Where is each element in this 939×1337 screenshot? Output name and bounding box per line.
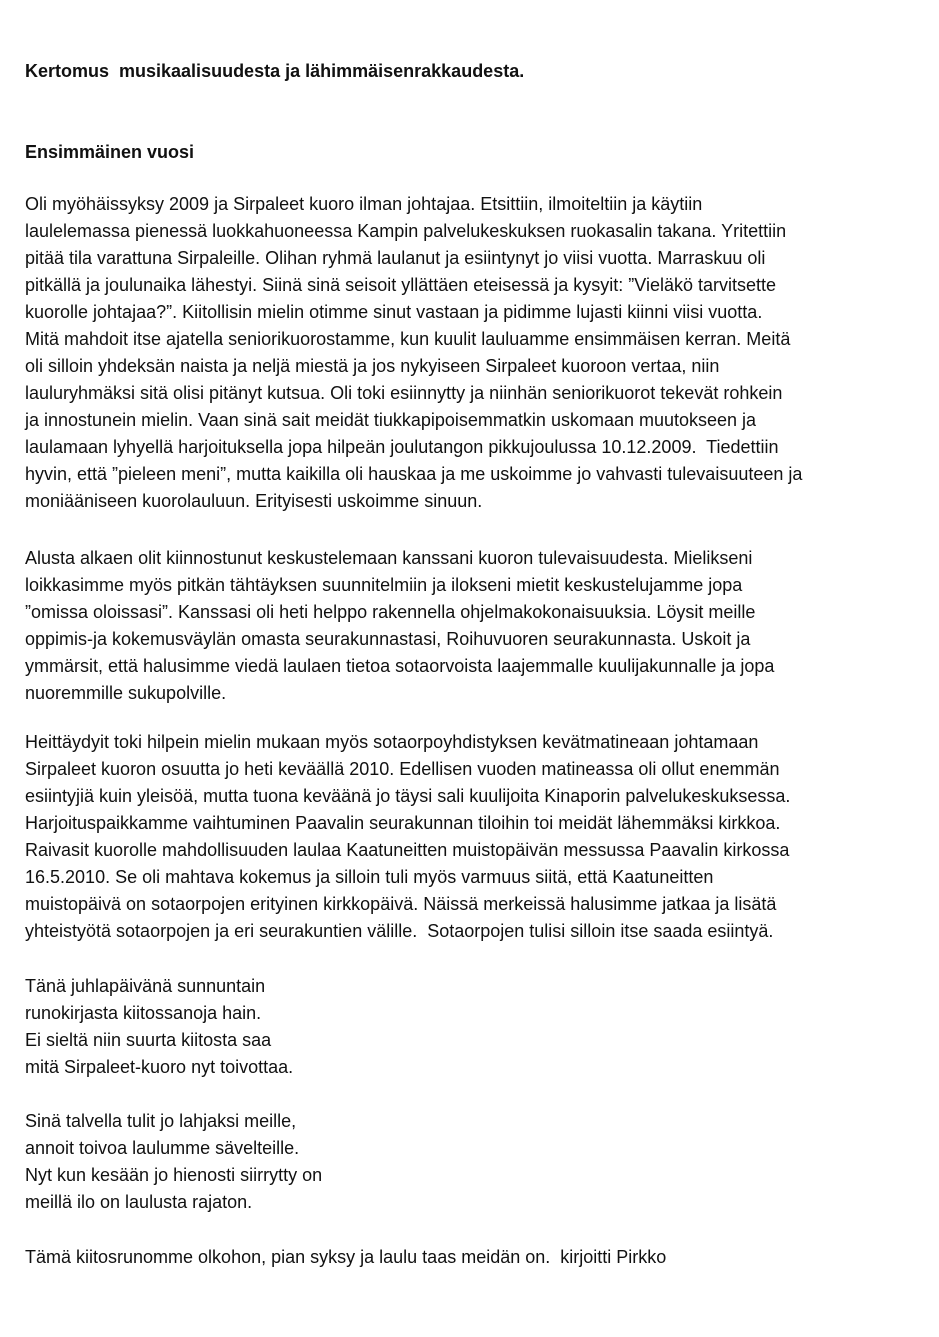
paragraph-line: Harjoituspaikkamme vaihtuminen Paavalin seurakunnan tiloihin toi meidät lähemmäksi kirkkoa. <box>25 813 781 833</box>
closing-line <box>25 1244 925 1271</box>
paragraph-line: Oli myöhäissyksy 2009 ja Sirpaleet kuoro ilman johtajaa. Etsittiin, ilmoiteltiin ja käytiin <box>25 194 703 214</box>
paragraph-line: pitkällä ja joulunaika lähestyi. Siinä sinä seisoit yllättäen eteisessä ja kysyit: ”Vieläkö tarvitsette <box>25 275 777 295</box>
poem-line: Tänä juhlapäivänä sunnuntain <box>25 976 266 996</box>
paragraph-line: ymmärsit, että halusimme viedä laulaen tietoa sotaorvoista laajemmalle kuulijakunnalle ja jopa <box>25 656 775 676</box>
paragraph-line: ”omissa oloissasi”. Kanssasi oli heti helppo rakennella ohjelmakokonaisuuksia. Löysit meille <box>25 602 756 622</box>
poem-line: meillä ilo on laulusta rajaton. <box>25 1192 253 1212</box>
section-heading: Ensimmäinen vuosi <box>25 142 195 162</box>
paragraph-line: laulelemassa pienessä luokkahuoneessa Kampin palvelukeskuksen ruokasalin takana. Yritettiin <box>25 221 787 241</box>
paragraph-line: Raivasit kuorolle mahdollisuuden laulaa Kaatuneitten muistopäivän messussa Paavalin kirkossa <box>25 840 790 860</box>
paragraph-line: hyvin, että ”pieleen meni”, mutta kaikilla oli hauskaa ja me uskoimme jo vahvasti tulevaisuuteen ja <box>25 464 803 484</box>
closing-text: Tämä kiitosrunomme olkohon, pian syksy ja laulu taas meidän on. kirjoitti Pirkko <box>25 1247 667 1267</box>
document-page <box>25 0 925 1337</box>
poem-stanza-1 <box>25 973 925 1081</box>
poem-line: annoit toivoa laulumme sävelteille. <box>25 1138 300 1158</box>
paragraph-line: pitää tila varattuna Sirpaleille. Olihan ryhmä laulanut ja esiintynyt jo viisi vuotta. Marraskuu oli <box>25 248 766 268</box>
paragraph-line: moniääniseen kuorolauluun. Erityisesti uskoimme sinuun. <box>25 491 483 511</box>
poem-line: mitä Sirpaleet-kuoro nyt toivottaa. <box>25 1057 294 1077</box>
paragraph-line: yhteistyötä sotaorpojen ja eri seurakuntien välille. Sotaorpojen tulisi silloin itse saada esiintyä. <box>25 921 774 941</box>
paragraph-1 <box>25 191 925 515</box>
paragraph-line: nuoremmille sukupolville. <box>25 683 227 703</box>
paragraph-2 <box>25 545 925 707</box>
poem-line: Nyt kun kesään jo hienosti siirrytty on <box>25 1165 323 1185</box>
paragraph-line: kuorolle johtajaa?”. Kiitollisin mielin otimme sinut vastaan ja pidimme lujasti kiinni viisi vuotta. <box>25 302 763 322</box>
poem-line: Sinä talvella tulit jo lahjaksi meille, <box>25 1111 297 1131</box>
paragraph-line: laulamaan lyhyellä harjoituksella jopa hilpeän joulutangon pikkujoulussa 10.12.2009. Tiedettiin <box>25 437 779 457</box>
paragraph-line: lauluryhmäksi sitä olisi pitänyt kutsua. Oli toki esiinnytty ja niinhän seniorikuorot tekevät rohkein <box>25 383 783 403</box>
paragraph-line: Sirpaleet kuoron osuutta jo heti keväällä 2010. Edellisen vuoden matineassa oli ollut enemmän <box>25 759 780 779</box>
paragraph-line: esiintyjiä kuin yleisöä, mutta tuona keväänä jo täysi sali kuulijoita Kinaporin palvelukeskuksessa. <box>25 786 791 806</box>
paragraph-3 <box>25 729 925 945</box>
paragraph-line: oppimis-ja kokemusväylän omasta seurakunnastasi, Roihuvuoren seurakunnasta. Uskoit ja <box>25 629 751 649</box>
paragraph-line: 16.5.2010. Se oli mahtava kokemus ja silloin tuli myös varmuus siitä, että Kaatuneitten <box>25 867 714 887</box>
poem-stanza-2 <box>25 1108 925 1216</box>
document-title: Kertomus musikaalisuudesta ja lähimmäisenrakkaudesta. <box>25 61 525 81</box>
paragraph-line: Heittäydyit toki hilpein mielin mukaan myös sotaorpoyhdistyksen kevätmatineaan johtamaan <box>25 732 759 752</box>
paragraph-line: ja innostunein mielin. Vaan sinä sait meidät tiukkapipoisemmatkin uskomaan muutokseen ja <box>25 410 757 430</box>
paragraph-line: loikkasimme myös pitkän tähtäyksen suunnitelmiin ja ilokseni mietit keskustelujamme jopa <box>25 575 743 595</box>
paragraph-line: Alusta alkaen olit kiinnostunut keskustelemaan kanssani kuoron tulevaisuudesta. Mielikseni <box>25 548 753 568</box>
poem-line: runokirjasta kiitossanoja hain. <box>25 1003 262 1023</box>
paragraph-line: muistopäivä on sotaorpojen erityinen kirkkopäivä. Näissä merkeissä halusimme jatkaa ja lisätä <box>25 894 777 914</box>
paragraph-line: oli silloin yhdeksän naista ja neljä miestä ja jos nykyiseen Sirpaleet kuoroon vertaa, niin <box>25 356 720 376</box>
poem-line: Ei sieltä niin suurta kiitosta saa <box>25 1030 272 1050</box>
paragraph-line: Mitä mahdoit itse ajatella seniorikuorostamme, kun kuulit lauluamme ensimmäisen kerran. Meitä <box>25 329 791 349</box>
